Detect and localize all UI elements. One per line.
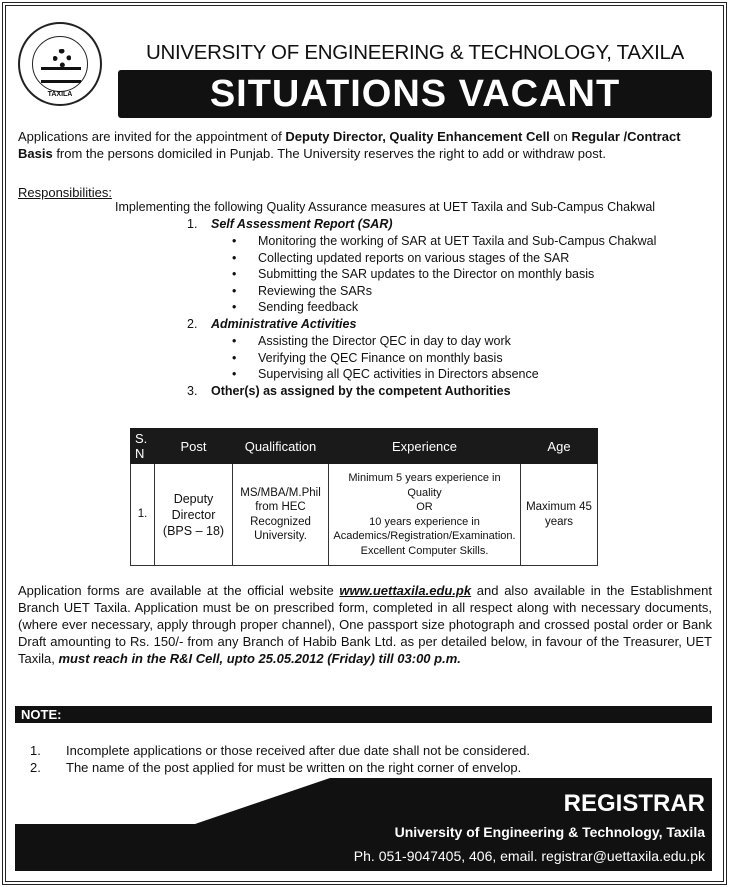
responsibilities-lead: Implementing the following Quality Assurance measures at UET Taxila and Sub-Campus Chakwal	[115, 200, 656, 214]
list-item: • Verifying the QEC Finance on monthly basis	[258, 351, 503, 365]
website-link[interactable]: www.uettaxila.edu.pk	[339, 583, 472, 598]
cell-sn: 1.	[131, 464, 155, 566]
vacancy-table	[130, 428, 598, 566]
intro-paragraph: Applications are invited for the appointment of Deputy Director, Quality Enhancement Cell on Regular /Contract Basis from the persons domiciled in Punjab. The University reserves the right to add or withdraw post.	[18, 129, 681, 161]
section-number: 1.	[187, 217, 198, 231]
header-experience: Experience	[329, 429, 521, 464]
section-title: Administrative Activities	[211, 317, 357, 331]
logo-text: TAXILA	[47, 91, 73, 98]
table-header-row	[131, 429, 598, 464]
header-qualification: Qualification	[233, 429, 329, 464]
application-paragraph: Application forms are available at the official website www.uettaxila.edu.pk and also available in the Establishment Branch UET Taxila. Application must be on prescribed form, completed in all respect along with necessary documents, (where ever necessary, apply through proper channel), One passport size photograph and crossed postal order or Bank Draft amounting to Rs. 150/- from any Branch of Habib Bank Ltd. as per detailed below, in favour of the Treasurer, UET Taxila, must reach in the R&I Cell, upto 25.05.2012 (Friday) till 03:00 p.m.	[18, 583, 712, 666]
header-age: Age	[521, 429, 598, 464]
section-number: 3.	[187, 384, 198, 398]
list-item: • Monitoring the working of SAR at UET Taxila and Sub-Campus Chakwal	[258, 234, 656, 248]
ad-code: IPL-6434	[6, 822, 18, 868]
cell-experience: Minimum 5 years experience in Quality OR 10 years experience in Academics/Registration/Examination. Excellent Computer Skills.	[329, 464, 521, 566]
list-item: • Reviewing the SARs	[258, 284, 372, 298]
list-item: • Sending feedback	[258, 300, 358, 314]
note-item: 1. Incomplete applications or those received after due date shall not be considered.	[30, 743, 530, 758]
cell-age: Maximum 45 years	[521, 464, 598, 566]
registrar-title: REGISTRAR	[563, 790, 705, 817]
note-item: 2. The name of the post applied for must be written on the right corner of envelop.	[30, 760, 522, 775]
note-bar: NOTE:	[15, 706, 712, 723]
situations-vacant-banner: SITUATIONS VACANT	[118, 70, 712, 118]
gear-icon	[53, 49, 71, 67]
cell-qualification: MS/MBA/M.Phil from HEC Recognized University.	[233, 464, 329, 566]
registrar-university: University of Engineering & Technology, Taxila	[394, 824, 705, 840]
responsibilities-label: Responsibilities:	[18, 185, 112, 200]
list-item: • Collecting updated reports on various stages of the SAR	[258, 251, 569, 265]
section-title: Other(s) as assigned by the competent Authorities	[211, 384, 511, 398]
note-list	[30, 742, 700, 776]
registrar-contact: Ph. 051-9047405, 406, email. registrar@uettaxila.edu.pk	[353, 848, 705, 864]
waves-icon	[41, 67, 81, 83]
university-logo	[18, 22, 102, 106]
cell-post: Deputy Director (BPS – 18)	[155, 464, 233, 566]
header-post: Post	[155, 429, 233, 464]
section-number: 2.	[187, 317, 198, 331]
list-item: • Submitting the SAR updates to the Director on monthly basis	[258, 267, 594, 281]
table-row	[131, 464, 598, 566]
list-item: • Supervising all QEC activities in Directors absence	[258, 367, 539, 381]
header-sn: S. N	[131, 429, 155, 464]
section-title: Self Assessment Report (SAR)	[211, 217, 393, 231]
university-title: UNIVERSITY OF ENGINEERING & TECHNOLOGY, TAXILA	[146, 41, 684, 64]
deadline: must reach in the R&I Cell, upto 25.05.2012 (Friday) till 03:00 p.m.	[58, 651, 461, 666]
list-item: • Assisting the Director QEC in day to day work	[258, 334, 511, 348]
